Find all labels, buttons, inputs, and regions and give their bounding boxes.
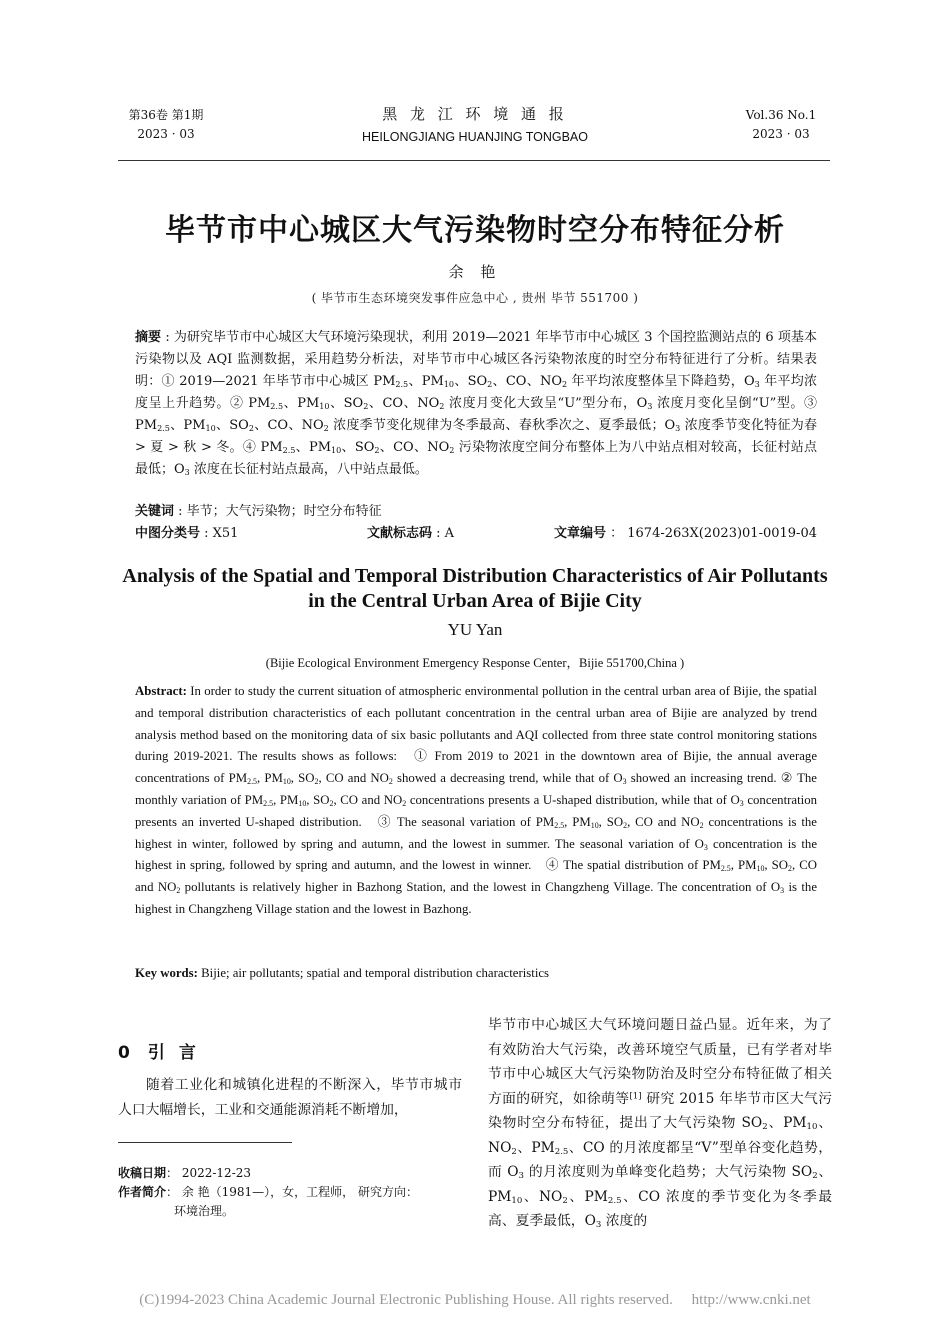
body-column-left: 随着工业化和城镇化进程的不断深入，毕节市城市人口大幅增长，工业和交通能源消耗不断增加， xyxy=(118,1077,462,1118)
volume-issue-cn: 第36卷 第1期 xyxy=(128,108,204,122)
copyright-notice: (C)1994-2023 China Academic Journal Electronic Publishing House. All rights reserved. http://www.cnki.net xyxy=(139,1292,811,1308)
running-header-left xyxy=(118,106,214,144)
running-header-center xyxy=(300,103,650,147)
author-cn: 余 艳 xyxy=(448,263,502,281)
paper-title-cn: 毕节市中心城区大气污染物时空分布特征分析 xyxy=(165,213,785,248)
header-divider xyxy=(118,160,830,161)
abstract-cn-label: 摘要 xyxy=(135,330,162,345)
keywords-cn-label: 关键词 xyxy=(135,504,175,519)
received-date: 收稿日期： 2022-12-23 xyxy=(118,1166,252,1180)
author-bio: 作者简介： 余 艳（1981—），女，工程师， 研究方向： xyxy=(118,1185,418,1199)
journal-name-cn: 黑 龙 江 环 境 通 报 xyxy=(382,105,568,123)
footnote xyxy=(118,1164,468,1221)
running-header-right xyxy=(736,106,826,144)
journal-name-en: HEILONGJIANG HUANJING TONGBAO xyxy=(362,130,588,144)
keywords-en-label: Key words: xyxy=(135,966,198,980)
keywords-cn xyxy=(135,501,817,523)
classification-row xyxy=(135,523,817,545)
keywords-en xyxy=(135,962,817,984)
body-column-right: 毕节市中心城区大气环境问题日益凸显。近年来，为了有效防治大气污染，改善环境空气质量，已有学者对毕节市中心城区大气污染物防治及时空分布特征做了相关方面的研究，如徐萌等[1] 研究 2015 年毕节市区大气污染物时空分布特征，提出了大气污染物 $SO_2$、$PM_{10}$、$NO_2$、$PM_{2.5}$、CO 的月浓度都呈“V”型单谷变化趋势，而 $O_3$ 的月浓度则为单峰变化趋势；大气污染物 $SO_2$、$PM_{10}$、$NO_2$、$PM_{2.5}$、CO 浓度的季节变化为冬季最高、夏季最低，$O_3$ 浓度的 xyxy=(488,1017,832,1231)
section-heading-introduction xyxy=(118,1038,210,1063)
keywords-en-text: Bijie; air pollutants; spatial and temporal distribution characteristics xyxy=(197,966,550,980)
abstract-cn: 摘要 : 为研究毕节市中心城区大气环境污染现状，利用 2019—2021 年毕节市中心城区 3 个国控监测站点的 6 项基本污染物以及 AQI 监测数据，采用趋势分析法，对毕节市中心城区各污染物浓度的时空分布特征进行了分析。结果表明：① 2019—2021 年毕节市中心城区 $PM_{2.5}$、$PM_{10}$、$SO_2$、CO、$NO_2$ 年平均浓度整体呈下降趋势，$O_3$ 年平均浓度呈上升趋势。② $PM_{2.5}$、$PM_{10}$、$SO_2$、CO、$NO_2$ 浓度月变化大致呈“U”型分布，$O_3$ 浓度月变化呈倒“U”型。③ $PM_{2.5}$、$PM_{10}$、$SO_2$、CO、$NO_2$ 浓度季节变化规律为冬季最高、春秋季次之、夏季最低；$O_3$ 浓度季节变化特征为春 > 夏 > 秋 > 冬。④ $PM_{2.5}$、$PM_{10}$、$SO_2$、CO、$NO_2$ 污染物浓度空间分布整体上为八中站点相对较高，长征村站点最低；$O_3$ 浓度在长征村站点最高，八中站点最低。 xyxy=(135,330,818,477)
clc-number: 中图分类号 : X51 xyxy=(135,526,239,541)
issue-date-left: 2023 · 03 xyxy=(137,127,195,141)
author-bio-continued: 环境治理。 xyxy=(174,1204,235,1218)
footnote-divider xyxy=(118,1142,292,1143)
keywords-cn-text: : 毕节；大气污染物；时空分布特征 xyxy=(174,504,382,519)
citation-ref: [1] xyxy=(629,1090,642,1101)
paper-title-en: Analysis of the Spatial and Temporal Distribution Characteristics of Air Pollutants in the Central Urban Area of Bijie City xyxy=(122,565,828,612)
affiliation-cn: ( 毕节市生态环境突发事件应急中心 , 贵州 毕节 551700 ) xyxy=(311,291,639,305)
article-number: 文章编号 ： 1674-263X(2023)01-0019-04 xyxy=(553,526,817,541)
author-en: YU Yan xyxy=(447,620,503,639)
volume-issue-en: Vol.36 No.1 xyxy=(745,108,817,122)
issue-date-right: 2023 · 03 xyxy=(752,127,810,141)
document-code: 文献标志码 : A xyxy=(367,526,455,541)
abstract-en: Abstract: In order to study the current situation of atmospheric environmental pollution in the central urban area of Bijie, the spatial and temporal distribution characteristics of each pollutant concentration in the central urban area of Bijie are analyzed by trend analysis method based on the monitoring data of six basic pollutants and AQI collected from three state control monitoring stations during 2019-2021. The results shows as follows: ① From 2019 to 2021 in the downtown area of Bijie, the annual average concentrations of $PM_{2.5}$, $PM_{10}$, $SO_2$, CO and $NO_2$ showed a decreasing trend, while that of $O_3$ showed an increasing trend. ② The monthly variation of $PM_{2.5}$, $PM_{10}$, $SO_2$, CO and $NO_2$ concentrations presents a U-shaped distribution, while that of $O_3$ concentration presents an inverted U-shaped distribution. ③ The seasonal variation of $PM_{2.5}$, $PM_{10}$, $SO_2$, CO and $NO_2$ concentrations is the highest in winter, followed by spring and autumn, and the lowest in summer. The seasonal variation of $O_3$ concentration is the highest in spring, followed by spring and autumn, and the lowest in winner. ④ The spatial distribution of $PM_{2.5}$, $PM_{10}$, $SO_2$, CO and $NO_2$ pollutants is relatively higher in Bazhong Station, and the lowest in Changzheng Village. The concentration of $O_3$ is the highest in Changzheng Village station and the lowest in Bazhong. xyxy=(135,684,817,916)
abstract-en-label: Abstract: xyxy=(135,684,187,698)
section-number: 0 xyxy=(118,1043,130,1063)
affiliation-en: (Bijie Ecological Environment Emergency Response Center，Bijie 551700,China ) xyxy=(265,656,685,670)
section-title: 引言 xyxy=(147,1043,210,1063)
